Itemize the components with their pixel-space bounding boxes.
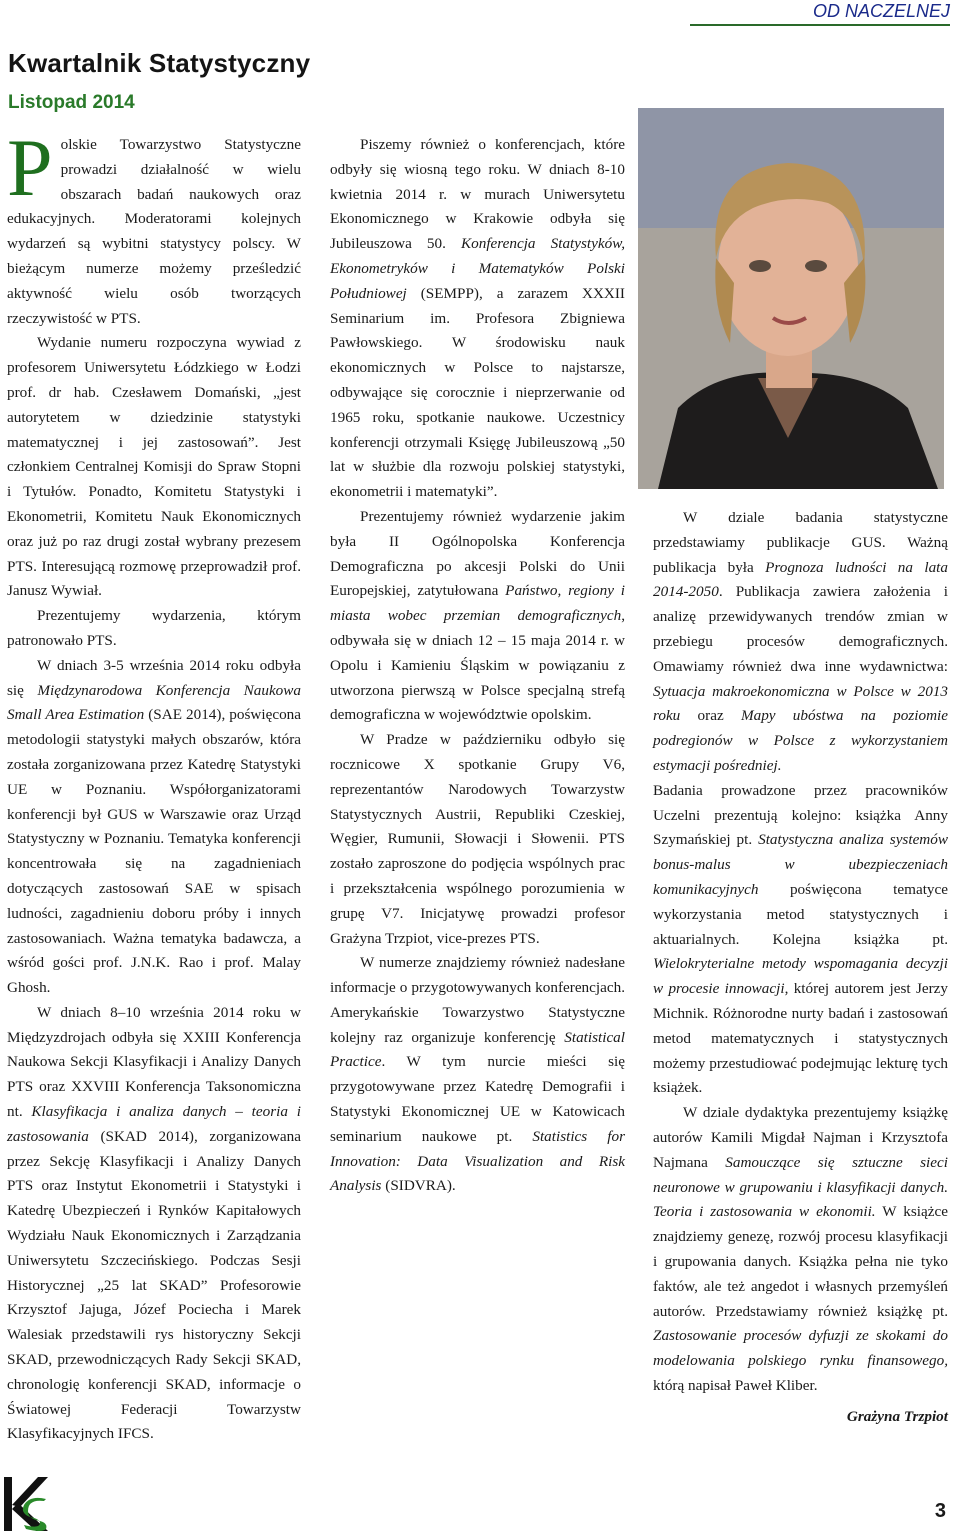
paragraph-intro [7,122,301,331]
paragraph [330,505,625,728]
paragraph [7,654,301,1001]
text-run-italic: Statistical Practice [330,1028,625,1071]
text-run: W dniach 8–10 września 2014 roku w Międzyzdrojach odbyła się XXIII Konferencja Naukowa Sekcji Klasyfikacji i Analizy Danych PTS oraz XXVIII Konferencja Taksonomiczna nt. [7,1003,301,1121]
text-run-italic: Międzynarodowa Konferencja Naukowa Small Area Estimation [7,681,301,724]
article-column-2 [330,133,625,1199]
text-run: . W tym nurcie mieści się przygotowywane przez Katedrę Demografii i Statystyki Ekonomicznej UE w Katowicach seminarium naukowe pt. [330,1053,625,1145]
text-run: W dziale badania statystyczne przedstawiamy publikacje GUS. Ważną publikacja była [653,509,948,576]
text-run: Badania prowadzone przez pracowników Uczelni prezentują kolejno: książka Anny Szymańskiej pt. [653,781,948,849]
paragraph [330,951,625,1199]
drop-cap: P [7,122,53,213]
text-run-italic: Sytuacja makroekonomiczna w Polsce w 2013 roku [653,682,948,725]
text-run-italic: Prognoza ludności na lata 2014-2050 [653,558,948,601]
text-run-italic: Klasyfikacja i analiza danych – teoria i zastosowania [7,1103,301,1145]
paragraph: Prezentujemy wydarzenia, którym patronowało PTS. [7,607,301,649]
text-run: , której autorem jest Jerzy Michnik. Różnorodne nurty badań i zastosowań metod matematycznych i statystycznych możemy przestudiować podejmując lekturę tych książek. [653,980,948,1097]
paragraph: W Pradze w październiku odbyło się rocznicowe X spotkanie Grupy V6, reprezentantów Narodowych Towarzystw Statystycznych Austrii, Republiki Czeskiej, Węgier, Rumunii, Słowacji i Słowenii. PTS zostało zaproszone do podjęcia wspólnych prac i przekształcenia wspólnego porozumienia w grupę V7. Inicjatywę prowadzi profesor Grażyna Trzpiot, vice-prezes PTS. [330,731,625,947]
text-run: (SAE 2014), poświęcona metodologii statystyki małych obszarów, która została zorganizowana przez Katedrę Statystyki UE w Poznaniu. Współorganizatorami konferencji był GUS w Warszawie oraz Urząd Statystyczny w Poznaniu. Tematyka konferencji koncentrowała się na zagadnieniach dotyczących zastosowań SAE w spisach ludności, zagadnieniu doboru próby i innych zastosowaniach. Ważna tematyka badawcza, a wśród gości prof. J.N.K. Rao i prof. Malay Ghosh. [7,706,301,997]
text-run: (SEMPP), a zarazem XXXII Seminarium im. Profesora Zbigniewa Pawłowskiego. W środowisku nauk ekonomicznych w Polsce to najstarsze, odbywające się corocznie i nieprzerwanie od 1965 roku, spotkanie naukowe. Uczestnicy konferencji otrzymali Księgę Jubileuszową „50 lat w służbie dla rozwoju polskiej statystyki, ekonometrii i matematyki”. [330,284,625,501]
text-run: . Publikacja zawiera założenia i analizę przewidywanych trendów zmian w przebiegu procesów demograficznych. Omawiamy również dwa inne wydawnictwa: [653,583,948,675]
text-run: W numerze znajdziemy również nadesłane informacje o przygotowywanych konferencjach. Amerykańskie Towarzystwo Statystyczne kolejny raz organizuje konferencję [330,954,625,1046]
ks-logo-icon [0,1475,60,1533]
paragraph: Wydanie numeru rozpoczyna wywiad z profesorem Uniwersytetu Łódzkiego w Łodzi prof. dr hab. Czesławem Domański, „jest autorytetem w dziedzinie statystyki matematycznej i jej zastosowań”. Jest członkiem Centralnej Komisji do Spraw Stopni i Tytułów. Ponadto, Komitetu Statystyki i Ekonometrii, Komitetu Nauk Ekonomicznych oraz już po raz drugi został wybrany prezesem PTS. Interesującą rozmowę przeprowadził prof. Janusz Wywiał. [7,334,301,600]
text-run-italic: Zastosowanie procesów dyfuzji ze skokami do modelowania polskiego rynku finansowego, [653,1327,948,1370]
text-run: (SIDVRA). [381,1177,456,1195]
paragraph [653,779,948,1101]
text-run-italic: Państwo, regiony i miasta wobec przemian demograficznych [330,582,625,625]
journal-logo [0,1475,60,1533]
author-signature: Grażyna Trzpiot [846,1407,948,1425]
issue-date: Listopad 2014 [8,92,135,113]
text-run-italic: Statystyczna analiza systemów bonus-malus w ubezpieczeniach komunikacyjnych [653,831,948,898]
text-run: poświęcona tematyce wykorzystania metod statystycznych i aktuarialnych. Kolejna książka pt. [653,880,948,948]
journal-title: Kwartalnik Statystyczny [8,48,311,78]
paragraph [653,1101,948,1399]
text-run: którą napisał Paweł Kliber. [653,1376,818,1394]
text-run: W książce znajdziemy genezę, rozwój procesu klasyfikacji i grupowania danych. Książka pełna nie tyko faktów, ale też angedot i własnych przemyśleń autorów. Przedstawiamy również książkę pt. [653,1203,948,1320]
article-column-3 [653,506,948,1429]
text-run: (SKAD 2014), zorganizowana przez Sekcję Klasyfikacji i Analizy Danych PTS oraz Instytut Ekonometrii i Statystyki i Katedrę Ubezpieczeń i Rynków Kapitałowych Wydziału Nauk Ekonomicznych i Zarządzania Uniwersytetu Szczecińskiego. Podczas Sesji Historycznej „25 lat SKAD” Profesorowie Krzysztof Jajuga, Józef Pociecha i Marek Walesiak przedstawili rys historyczny Sekcji SKAD, przewodniczących Rady Sekcji SKAD, chronologię konferencji SKAD, informacje o Światowej Federacji Towarzystw Klasyfikacyjnych IFCS. [7,1127,301,1443]
text-run-italic: Mapy ubóstwa na poziomie podregionów w Polsce z wykorzystaniem estymacji pośredniej. [653,707,948,774]
text-run: W dziale dydaktyka prezentujemy książkę autorów Kamili Migdał Najman i Krzysztofa Najmana [653,1104,948,1171]
paragraph [7,1001,301,1447]
text-run: Piszemy również o konferencjach, które odbyły się wiosną tego roku. W dniach 8-10 kwietnia 2014 r. w murach Uniwersytetu Ekonomicznego w Krakowie odbyła się Jubileuszowa 50. [330,136,625,253]
author-portrait [638,108,944,489]
article-column-1 [7,122,301,1447]
text-run-italic: Konferencja Statystyków, Ekonometryków i Matematyków Polski Południowej [330,235,625,302]
text-run-italic: Statistics for Innovation: Data Visualization and Risk Analysis [330,1127,626,1195]
portrait-illustration [638,108,944,489]
page-number: 3 [934,1500,946,1522]
paragraph-text: olskie Towarzystwo Statystyczne prowadzi działalność w wielu obszarach badań naukowych oraz edukacyjnych. Moderatorami kolejnych wydarzeń są wybitni statystycy polscy. W bieżącym numerze możemy prześledzić aktywność wielu osób tworzących rzeczywistość w PTS. [7,136,301,327]
text-run: oraz [680,707,741,725]
text-run-italic: Wielokryterialne metody wspomagania decyzji w procesie innowacji [653,955,948,998]
text-run: W dniach 3-5 września 2014 roku odbyła się [7,656,301,699]
section-header: OD NACZELNEJ [690,0,950,26]
text-run: , odbywała się w dniach 12 – 15 maja 2014 r. w Opolu i Kamieniu Śląskim w powiązaniu z utworzona pierwszą w Polsce specjalną strefą demograficzna w województwie opolskim. [330,607,625,724]
text-run: Prezentujemy również wydarzenie jakim była II Ogólnopolska Konferencja Demograficzna po akcesji Polski do Unii Europejskiej, zatytułowana [330,507,625,600]
paragraph [653,506,948,779]
paragraph [330,133,625,505]
text-run-italic: Samouczące się sztuczne sieci neuronowe w grupowaniu i klasyfikacji danych. Teoria i zastosowania w ekonomii. [653,1153,948,1221]
